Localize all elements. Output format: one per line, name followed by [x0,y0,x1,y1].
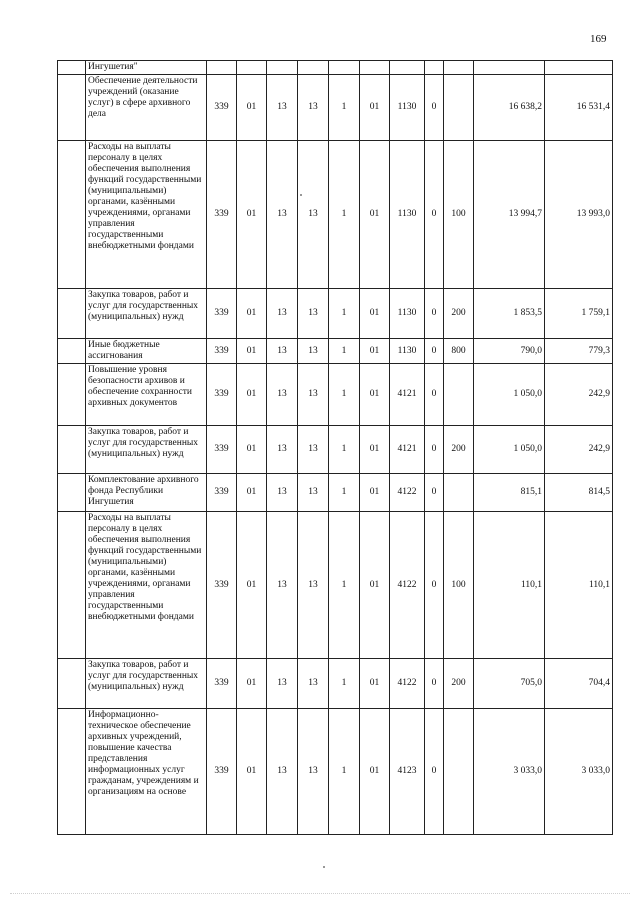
amount-planned-cell: 815,1 [474,474,545,512]
expense-type-code-cell: 100 [444,141,474,289]
subprogram-code-cell: 1 [329,75,360,141]
program-code-cell: 13 [298,364,329,426]
table-row [58,709,613,835]
expense-type-code-cell [444,61,474,75]
item-name-cell: Комплектование архивного фонда Республики Ингушетия [86,474,207,512]
item-name-cell: Обеспечение деятельности учреждений (оказание услуг) в сфере архивного дела [86,75,207,141]
amount-executed-cell [545,61,613,75]
row-number-cell [58,512,86,659]
table-row [58,474,613,512]
program-code-cell: 13 [298,474,329,512]
item-name-cell: Закупка товаров, работ и услуг для государственных (муниципальных) нужд [86,659,207,709]
program-code-cell: 13 [298,75,329,141]
amount-executed-cell: 3 033,0 [545,709,613,835]
item-name-cell: Информационно-техническое обеспечение архивных учреждений, повышение качества представления информационных услуг гражданам, учреждениям и организациям на основе [86,709,207,835]
amount-planned-cell: 705,0 [474,659,545,709]
ministry-code-cell: 339 [207,339,237,364]
direction-sub-code-cell: 0 [425,141,444,289]
scan-speck [323,866,325,868]
amount-planned-cell: 790,0 [474,339,545,364]
subsection-code-cell [267,61,298,75]
section-code-cell: 01 [237,474,267,512]
expense-type-code-cell [444,75,474,141]
table-row [58,141,613,289]
amount-executed-cell: 814,5 [545,474,613,512]
amount-executed-cell: 13 993,0 [545,141,613,289]
amount-executed-cell: 779,3 [545,339,613,364]
subprogram-code-cell: 1 [329,709,360,835]
main-event-code-cell: 01 [360,364,390,426]
program-code-cell: 13 [298,709,329,835]
subprogram-code-cell: 1 [329,364,360,426]
subsection-code-cell: 13 [267,659,298,709]
item-name-cell: Расходы на выплаты персоналу в целях обеспечения выполнения функций государственными (муниципальными) органами, казёнными учреждениями, органами управления государственными внебюджетными фондами [86,141,207,289]
amount-planned-cell: 13 994,7 [474,141,545,289]
ministry-code-cell: 339 [207,426,237,474]
subsection-code-cell: 13 [267,75,298,141]
amount-executed-cell: 110,1 [545,512,613,659]
subprogram-code-cell: 1 [329,426,360,474]
section-code-cell [237,61,267,75]
item-name-cell: Закупка товаров, работ и услуг для государственных (муниципальных) нужд [86,289,207,339]
main-event-code-cell: 01 [360,339,390,364]
row-number-cell [58,474,86,512]
direction-sub-code-cell: 0 [425,512,444,659]
subprogram-code-cell: 1 [329,339,360,364]
item-name-cell: Закупка товаров, работ и услуг для государственных (муниципальных) нужд [86,426,207,474]
direction-code-cell: 4121 [390,426,425,474]
table-row [58,75,613,141]
table-row [58,364,613,426]
ministry-code-cell [207,61,237,75]
subsection-code-cell: 13 [267,512,298,659]
main-event-code-cell: 01 [360,709,390,835]
row-number-cell [58,61,86,75]
row-number-cell [58,426,86,474]
subsection-code-cell: 13 [267,364,298,426]
direction-code-cell: 4121 [390,364,425,426]
subsection-code-cell: 13 [267,339,298,364]
row-number-cell [58,709,86,835]
item-name-cell: Расходы на выплаты персоналу в целях обеспечения выполнения функций государственными (муниципальными) органами, казёнными учреждениями, органами управления государственными внебюджетными фондами [86,512,207,659]
direction-sub-code-cell: 0 [425,75,444,141]
amount-executed-cell: 242,9 [545,364,613,426]
expense-type-code-cell: 200 [444,426,474,474]
direction-code-cell: 4122 [390,659,425,709]
table-row [58,61,613,75]
direction-sub-code-cell: 0 [425,364,444,426]
amount-planned-cell: 3 033,0 [474,709,545,835]
subprogram-code-cell [329,61,360,75]
section-code-cell: 01 [237,426,267,474]
main-event-code-cell: 01 [360,141,390,289]
main-event-code-cell: 01 [360,512,390,659]
amount-executed-cell: 1 759,1 [545,289,613,339]
scan-edge-noise [10,893,630,899]
amount-executed-cell: 16 531,4 [545,75,613,141]
item-name-cell: Ингушетия" [86,61,207,75]
amount-planned-cell: 16 638,2 [474,75,545,141]
direction-code-cell: 1130 [390,289,425,339]
direction-sub-code-cell: 0 [425,426,444,474]
subsection-code-cell: 13 [267,709,298,835]
amount-planned-cell: 110,1 [474,512,545,659]
subsection-code-cell: 13 [267,289,298,339]
budget-table [57,60,613,835]
row-number-cell [58,289,86,339]
ministry-code-cell: 339 [207,709,237,835]
section-code-cell: 01 [237,141,267,289]
direction-code-cell: 1130 [390,141,425,289]
amount-planned-cell: 1 853,5 [474,289,545,339]
ministry-code-cell: 339 [207,659,237,709]
program-code-cell: 13 [298,339,329,364]
ministry-code-cell: 339 [207,141,237,289]
scan-speck [300,194,302,196]
direction-code-cell: 1130 [390,75,425,141]
table-row [58,289,613,339]
direction-sub-code-cell: 0 [425,289,444,339]
row-number-cell [58,75,86,141]
subprogram-code-cell: 1 [329,659,360,709]
ministry-code-cell: 339 [207,75,237,141]
direction-sub-code-cell: 0 [425,659,444,709]
table-row [58,339,613,364]
expense-type-code-cell [444,709,474,835]
direction-code-cell [390,61,425,75]
item-name-cell: Повышение уровня безопасности архивов и обеспечение сохранности архивных документов [86,364,207,426]
amount-executed-cell: 704,4 [545,659,613,709]
expense-type-code-cell: 200 [444,659,474,709]
row-number-cell [58,364,86,426]
main-event-code-cell: 01 [360,289,390,339]
ministry-code-cell: 339 [207,364,237,426]
main-event-code-cell: 01 [360,426,390,474]
program-code-cell: 13 [298,659,329,709]
program-code-cell: 13 [298,512,329,659]
direction-sub-code-cell: 0 [425,474,444,512]
direction-sub-code-cell [425,61,444,75]
table-row [58,426,613,474]
subprogram-code-cell: 1 [329,474,360,512]
subprogram-code-cell: 1 [329,141,360,289]
program-code-cell: 13 [298,289,329,339]
expense-type-code-cell [444,474,474,512]
section-code-cell: 01 [237,339,267,364]
page-number: 169 [590,33,607,45]
direction-sub-code-cell: 0 [425,339,444,364]
subsection-code-cell: 13 [267,426,298,474]
direction-code-cell: 1130 [390,339,425,364]
table-row [58,659,613,709]
main-event-code-cell: 01 [360,75,390,141]
subsection-code-cell: 13 [267,474,298,512]
amount-planned-cell: 1 050,0 [474,426,545,474]
direction-code-cell: 4122 [390,512,425,659]
row-number-cell [58,339,86,364]
subprogram-code-cell: 1 [329,512,360,659]
ministry-code-cell: 339 [207,289,237,339]
expense-type-code-cell [444,364,474,426]
main-event-code-cell [360,61,390,75]
section-code-cell: 01 [237,289,267,339]
section-code-cell: 01 [237,512,267,659]
program-code-cell: 13 [298,141,329,289]
table-row [58,512,613,659]
section-code-cell: 01 [237,364,267,426]
direction-code-cell: 4123 [390,709,425,835]
section-code-cell: 01 [237,75,267,141]
item-name-cell: Иные бюджетные ассигнования [86,339,207,364]
direction-sub-code-cell: 0 [425,709,444,835]
direction-code-cell: 4122 [390,474,425,512]
amount-planned-cell: 1 050,0 [474,364,545,426]
ministry-code-cell: 339 [207,512,237,659]
expense-type-code-cell: 200 [444,289,474,339]
expense-type-code-cell: 800 [444,339,474,364]
section-code-cell: 01 [237,709,267,835]
expense-type-code-cell: 100 [444,512,474,659]
row-number-cell [58,141,86,289]
main-event-code-cell: 01 [360,659,390,709]
row-number-cell [58,659,86,709]
subprogram-code-cell: 1 [329,289,360,339]
program-code-cell: 13 [298,426,329,474]
ministry-code-cell: 339 [207,474,237,512]
amount-planned-cell [474,61,545,75]
subsection-code-cell: 13 [267,141,298,289]
main-event-code-cell: 01 [360,474,390,512]
program-code-cell [298,61,329,75]
section-code-cell: 01 [237,659,267,709]
amount-executed-cell: 242,9 [545,426,613,474]
